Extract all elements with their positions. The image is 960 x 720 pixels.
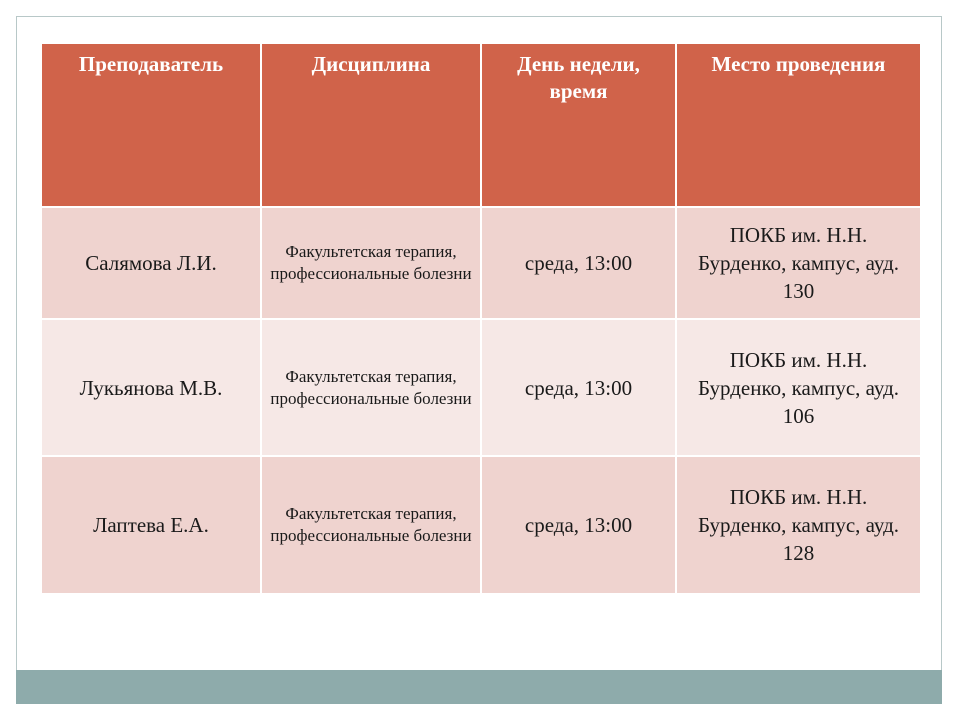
- cell-place: ПОКБ им. Н.Н. Бурденко, кампус, ауд. 106: [676, 319, 921, 456]
- cell-day-time: среда, 13:00: [481, 319, 676, 456]
- cell-day-time: среда, 13:00: [481, 456, 676, 594]
- cell-teacher: Лукьянова М.В.: [41, 319, 261, 456]
- table-row: [41, 319, 921, 456]
- schedule-table: [40, 42, 922, 595]
- cell-day-time: среда, 13:00: [481, 207, 676, 319]
- cell-place: ПОКБ им. Н.Н. Бурденко, кампус, ауд. 130: [676, 207, 921, 319]
- header-day-time: День недели, время: [481, 43, 676, 207]
- header-place: Место проведения: [676, 43, 921, 207]
- table-header-row: [41, 43, 921, 207]
- cell-teacher: Салямова Л.И.: [41, 207, 261, 319]
- header-discipline: Дисциплина: [261, 43, 481, 207]
- cell-teacher: Лаптева Е.А.: [41, 456, 261, 594]
- footer-bar: [16, 670, 942, 704]
- cell-place: ПОКБ им. Н.Н. Бурденко, кампус, ауд. 128: [676, 456, 921, 594]
- table-row: [41, 456, 921, 594]
- cell-discipline: Факультетская терапия, профессиональные болезни: [261, 456, 481, 594]
- table-row: [41, 207, 921, 319]
- cell-discipline: Факультетская терапия, профессиональные болезни: [261, 319, 481, 456]
- cell-discipline: Факультетская терапия, профессиональные болезни: [261, 207, 481, 319]
- header-teacher: Преподаватель: [41, 43, 261, 207]
